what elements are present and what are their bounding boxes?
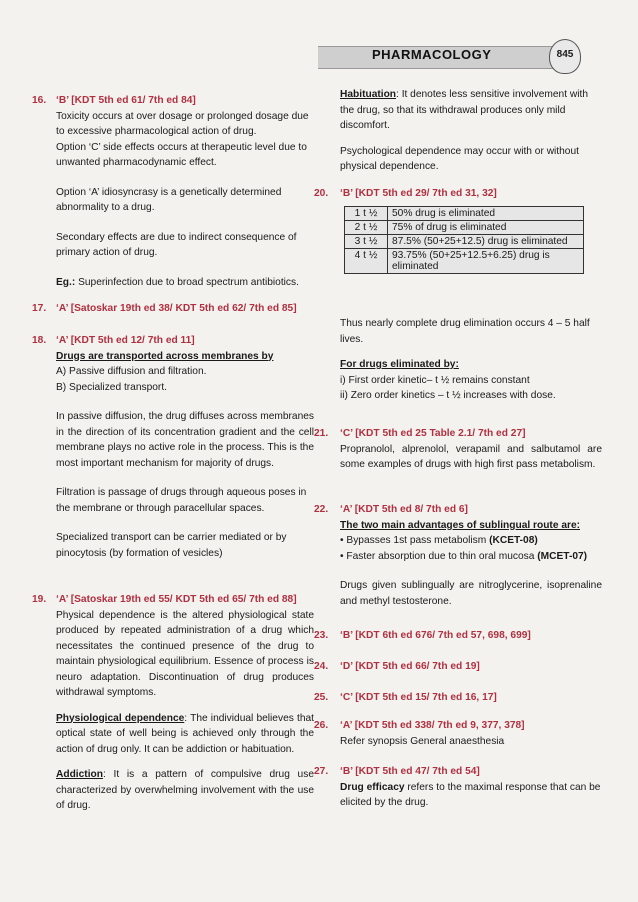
paragraph: Refer synopsis General anaesthesia <box>340 735 505 747</box>
question-number: 25. <box>314 692 329 703</box>
answer-key: ‘A’ [Satoskar 19th ed 38/ KDT 5th ed 62/ 7th ed 85] <box>56 303 297 314</box>
answer-key: ‘D’ [KDT 5th ed 66/ 7th ed 19] <box>340 661 480 672</box>
question-number: 27. <box>314 766 329 777</box>
section-heading: For drugs eliminated by: <box>340 359 459 370</box>
question-number: 20. <box>314 188 329 199</box>
paragraph: Eg.: Superinfection due to broad spectrum antibiotics. <box>56 276 299 288</box>
question-25 <box>314 690 602 706</box>
question-number: 16. <box>32 95 47 106</box>
table-cell: 87.5% (50+25+12.5) drug is eliminated <box>388 235 584 249</box>
question-24 <box>314 659 602 675</box>
example-label: Eg.: <box>56 276 76 288</box>
table-cell: 3 t ½ <box>345 235 388 249</box>
table-cell: 2 t ½ <box>345 221 388 235</box>
table-cell: 93.75% (50+25+12.5+6.25) drug is eliminated <box>388 249 584 274</box>
answer-key: ‘A’ [Satoskar 19th ed 55/ KDT 5th ed 65/ 7th ed 88] <box>56 594 297 605</box>
term-label: Physiological dependence <box>56 712 185 724</box>
question-number: 24. <box>314 661 329 672</box>
paragraph: Option ‘A’ idiosyncrasy is a genetically determined abnormality to a drug. <box>56 186 282 213</box>
page-title: PHARMACOLOGY <box>372 47 492 62</box>
answer-key: ‘A’ [KDT 5th ed 8/ 7th ed 6] <box>340 504 468 515</box>
paragraph: Secondary effects are due to indirect consequence of primary action of drug. <box>56 231 297 258</box>
table-row <box>345 221 584 235</box>
answer-key: ‘A’ [KDT 5th ed 12/ 7th ed 11] <box>56 335 195 346</box>
question-21 <box>314 426 602 473</box>
paragraph: Addiction: It is a pattern of compulsive drug use characterized by overwhelming involvement with the use of drug. <box>56 769 314 811</box>
question-18 <box>32 333 314 561</box>
question-26 <box>314 718 602 749</box>
question-number: 17. <box>32 303 47 314</box>
question-number: 21. <box>314 428 329 439</box>
paragraph: Habituation: It denotes less sensitive involvement with the drug, so that its withdrawal produces only mild discomfort. <box>340 89 588 131</box>
table-row <box>345 249 584 274</box>
bullet-item: • Bypasses 1st pass metabolism (KCET-08) <box>340 535 538 546</box>
question-number: 26. <box>314 720 329 731</box>
paragraph: Drugs given sublingually are nitroglycerine, isoprenaline and methyl testosterone. <box>340 580 602 607</box>
question-20-notes <box>340 316 602 404</box>
table-row <box>345 235 584 249</box>
paragraph: In passive diffusion, the drug diffuses across membranes in the direction of its concentration gradient and the cell membrane plays no active role in the process. This is the most important mechanism for majority of drugs. <box>56 411 314 469</box>
paragraph: Option ‘C’ side effects occurs at therapeutic level due to unwanted pharmacodynamic effect. <box>56 141 307 168</box>
paragraph: Thus nearly complete drug elimination occurs 4 – 5 half lives. <box>340 318 590 345</box>
table-row <box>345 207 584 221</box>
question-22 <box>314 502 602 609</box>
answer-key: ‘B’ [KDT 5th ed 61/ 7th ed 84] <box>56 95 196 106</box>
paragraph: Drug efficacy refers to the maximal response that can be elicited by the drug. <box>340 781 601 808</box>
section-heading: Drugs are transported across membranes by <box>56 350 274 362</box>
elimination-table <box>344 206 584 274</box>
term-label: Habituation <box>340 89 397 100</box>
term-label: Drug efficacy <box>340 781 405 793</box>
question-23 <box>314 628 602 644</box>
question-number: 23. <box>314 630 329 641</box>
question-16 <box>32 93 314 290</box>
section-heading: The two main advantages of sublingual route are: <box>340 519 581 531</box>
habituation-block <box>340 87 602 175</box>
question-20 <box>314 186 602 202</box>
question-17 <box>32 301 314 317</box>
page-number-badge: 845 <box>549 39 581 74</box>
table-cell: 50% drug is eliminated <box>388 207 584 221</box>
question-27 <box>314 764 602 811</box>
question-number: 19. <box>32 594 47 605</box>
answer-key: ‘A’ [KDT 5th ed 338/ 7th ed 9, 377, 378] <box>340 720 525 731</box>
list-item: A) Passive diffusion and filtration. <box>56 366 207 377</box>
question-19 <box>32 592 314 814</box>
list-item: i) First order kinetic– t ½ remains constant <box>340 374 530 386</box>
list-item: B) Specialized transport. <box>56 381 167 393</box>
term-label: Addiction <box>56 769 103 780</box>
question-number: 18. <box>32 335 47 346</box>
exam-tag: (KCET-08) <box>486 535 538 546</box>
paragraph: Filtration is passage of drugs through aqueous poses in the membrane or through paracellular spaces. <box>56 487 307 514</box>
paragraph: Propranolol, alprenolol, verapamil and salbutamol are some examples of drugs with high first pass metabolism. <box>340 443 602 470</box>
question-number: 22. <box>314 504 329 515</box>
paragraph: Toxicity occurs at over dosage or prolonged dosage due to excessive pharmacological action of drug. <box>56 110 309 137</box>
answer-key: ‘C’ [KDT 5th ed 15/ 7th ed 16, 17] <box>340 692 497 703</box>
paragraph: Physical dependence is the altered physiological state produced by repeated administration of a drug which necessitates the continued presence of the drug to maintain physiological equilibrium. Essence of process is neuro adaptation. Discontinuation of drug produces withdrawal symptoms. <box>56 609 314 698</box>
answer-key: ‘B’ [KDT 6th ed 676/ 7th ed 57, 698, 699] <box>340 630 531 641</box>
list-item: ii) Zero order kinetics – t ½ increases with dose. <box>340 390 556 401</box>
answer-key: ‘B’ [KDT 5th ed 47/ 7th ed 54] <box>340 766 480 777</box>
bullet-item: • Faster absorption due to thin oral mucosa (MCET-07) <box>340 550 588 562</box>
paragraph: Psychological dependence may occur with or without physical dependence. <box>340 145 579 172</box>
answer-key: ‘C’ [KDT 5th ed 25 Table 2.1/ 7th ed 27] <box>340 428 526 439</box>
paragraph: Physiological dependence: The individual believes that optical state of well being is achieved only through the action of drug only. It can be addiction or habituation. <box>56 712 314 755</box>
paragraph: Specialized transport can be carrier mediated or by pinocytosis (by formation of vesicles) <box>56 532 287 559</box>
table-cell: 4 t ½ <box>345 249 388 274</box>
table-cell: 1 t ½ <box>345 207 388 221</box>
table-cell: 75% of drug is eliminated <box>388 221 584 235</box>
answer-key: ‘B’ [KDT 5th ed 29/ 7th ed 31, 32] <box>340 188 497 199</box>
exam-tag: (MCET-07) <box>534 550 588 562</box>
